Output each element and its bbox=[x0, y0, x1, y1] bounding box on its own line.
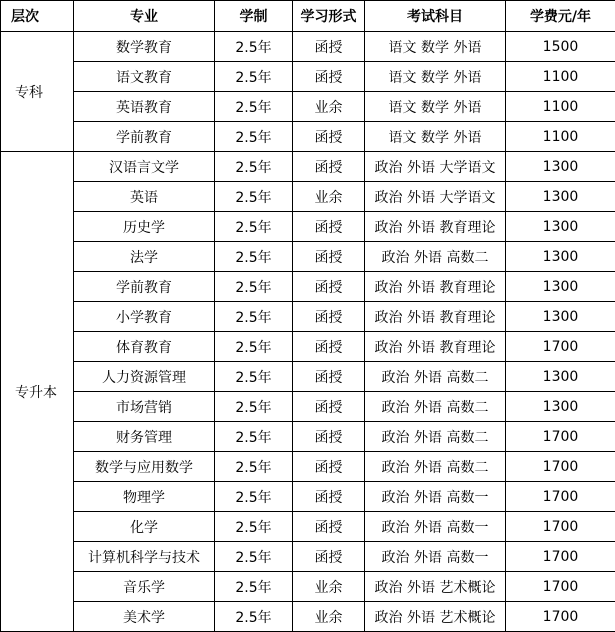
exam-subjects-cell: 政治 外语 艺术概论 bbox=[365, 572, 506, 602]
exam-subjects-cell: 政治 外语 教育理论 bbox=[365, 272, 506, 302]
table-row bbox=[1, 182, 615, 212]
table-row bbox=[1, 242, 615, 272]
table-row bbox=[1, 422, 615, 452]
major-cell: 汉语言文学 bbox=[74, 152, 215, 182]
tuition-cell: 1300 bbox=[506, 302, 615, 332]
study-mode-cell: 函授 bbox=[293, 32, 365, 62]
major-cell: 市场营销 bbox=[74, 392, 215, 422]
level-cell: 专科 bbox=[1, 32, 74, 152]
duration-cell: 2.5年 bbox=[215, 362, 293, 392]
table-row bbox=[1, 542, 615, 572]
major-cell: 历史学 bbox=[74, 212, 215, 242]
duration-cell: 2.5年 bbox=[215, 92, 293, 122]
duration-cell: 2.5年 bbox=[215, 452, 293, 482]
exam-subjects-cell: 政治 外语 教育理论 bbox=[365, 302, 506, 332]
major-cell: 语文教育 bbox=[74, 62, 215, 92]
study-mode-cell: 函授 bbox=[293, 122, 365, 152]
study-mode-cell: 函授 bbox=[293, 392, 365, 422]
tuition-cell: 1700 bbox=[506, 602, 615, 632]
duration-cell: 2.5年 bbox=[215, 272, 293, 302]
table-body bbox=[1, 32, 615, 632]
study-mode-cell: 函授 bbox=[293, 362, 365, 392]
major-cell: 计算机科学与技术 bbox=[74, 542, 215, 572]
table-row bbox=[1, 212, 615, 242]
level-cell: 专升本 bbox=[1, 152, 74, 632]
table-row bbox=[1, 452, 615, 482]
duration-cell: 2.5年 bbox=[215, 32, 293, 62]
study-mode-cell: 函授 bbox=[293, 212, 365, 242]
header-study-mode: 学习形式 bbox=[293, 1, 365, 32]
exam-subjects-cell: 语文 数学 外语 bbox=[365, 122, 506, 152]
exam-subjects-cell: 政治 外语 艺术概论 bbox=[365, 602, 506, 632]
header-level: 层次 bbox=[1, 1, 74, 32]
tuition-cell: 1300 bbox=[506, 242, 615, 272]
duration-cell: 2.5年 bbox=[215, 602, 293, 632]
major-cell: 英语教育 bbox=[74, 92, 215, 122]
duration-cell: 2.5年 bbox=[215, 212, 293, 242]
exam-subjects-cell: 语文 数学 外语 bbox=[365, 32, 506, 62]
exam-subjects-cell: 政治 外语 高数二 bbox=[365, 242, 506, 272]
study-mode-cell: 函授 bbox=[293, 452, 365, 482]
major-cell: 学前教育 bbox=[74, 272, 215, 302]
header-tuition: 学费元/年 bbox=[506, 1, 615, 32]
header-duration: 学制 bbox=[215, 1, 293, 32]
duration-cell: 2.5年 bbox=[215, 332, 293, 362]
tuition-cell: 1700 bbox=[506, 572, 615, 602]
tuition-cell: 1700 bbox=[506, 512, 615, 542]
duration-cell: 2.5年 bbox=[215, 122, 293, 152]
study-mode-cell: 函授 bbox=[293, 62, 365, 92]
table-row bbox=[1, 272, 615, 302]
study-mode-cell: 函授 bbox=[293, 482, 365, 512]
table-row bbox=[1, 602, 615, 632]
exam-subjects-cell: 语文 数学 外语 bbox=[365, 92, 506, 122]
duration-cell: 2.5年 bbox=[215, 392, 293, 422]
major-cell: 财务管理 bbox=[74, 422, 215, 452]
tuition-cell: 1700 bbox=[506, 542, 615, 572]
table-row bbox=[1, 92, 615, 122]
duration-cell: 2.5年 bbox=[215, 482, 293, 512]
exam-subjects-cell: 政治 外语 大学语文 bbox=[365, 182, 506, 212]
exam-subjects-cell: 政治 外语 高数二 bbox=[365, 422, 506, 452]
duration-cell: 2.5年 bbox=[215, 542, 293, 572]
table-row bbox=[1, 482, 615, 512]
tuition-cell: 1100 bbox=[506, 62, 615, 92]
study-mode-cell: 函授 bbox=[293, 152, 365, 182]
header-exam-subjects: 考试科目 bbox=[365, 1, 506, 32]
major-cell: 法学 bbox=[74, 242, 215, 272]
duration-cell: 2.5年 bbox=[215, 242, 293, 272]
major-cell: 音乐学 bbox=[74, 572, 215, 602]
exam-subjects-cell: 政治 外语 高数二 bbox=[365, 392, 506, 422]
header-major: 专业 bbox=[74, 1, 215, 32]
study-mode-cell: 业余 bbox=[293, 92, 365, 122]
table-row bbox=[1, 122, 615, 152]
tuition-cell: 1300 bbox=[506, 182, 615, 212]
exam-subjects-cell: 政治 外语 高数二 bbox=[365, 362, 506, 392]
major-cell: 数学教育 bbox=[74, 32, 215, 62]
duration-cell: 2.5年 bbox=[215, 152, 293, 182]
tuition-cell: 1700 bbox=[506, 482, 615, 512]
tuition-cell: 1300 bbox=[506, 152, 615, 182]
exam-subjects-cell: 政治 外语 大学语文 bbox=[365, 152, 506, 182]
exam-subjects-cell: 语文 数学 外语 bbox=[365, 62, 506, 92]
exam-subjects-cell: 政治 外语 教育理论 bbox=[365, 332, 506, 362]
duration-cell: 2.5年 bbox=[215, 182, 293, 212]
study-mode-cell: 函授 bbox=[293, 332, 365, 362]
header-row bbox=[1, 1, 615, 32]
tuition-cell: 1300 bbox=[506, 272, 615, 302]
study-mode-cell: 业余 bbox=[293, 602, 365, 632]
tuition-cell: 1700 bbox=[506, 452, 615, 482]
duration-cell: 2.5年 bbox=[215, 512, 293, 542]
major-cell: 化学 bbox=[74, 512, 215, 542]
table-row bbox=[1, 152, 615, 182]
table-row bbox=[1, 392, 615, 422]
table-row bbox=[1, 362, 615, 392]
study-mode-cell: 函授 bbox=[293, 542, 365, 572]
study-mode-cell: 函授 bbox=[293, 422, 365, 452]
table-row bbox=[1, 62, 615, 92]
tuition-cell: 1100 bbox=[506, 92, 615, 122]
exam-subjects-cell: 政治 外语 高数一 bbox=[365, 482, 506, 512]
major-cell: 人力资源管理 bbox=[74, 362, 215, 392]
exam-subjects-cell: 政治 外语 高数一 bbox=[365, 542, 506, 572]
study-mode-cell: 函授 bbox=[293, 512, 365, 542]
major-cell: 体育教育 bbox=[74, 332, 215, 362]
duration-cell: 2.5年 bbox=[215, 302, 293, 332]
major-cell: 小学教育 bbox=[74, 302, 215, 332]
study-mode-cell: 函授 bbox=[293, 272, 365, 302]
table-row bbox=[1, 32, 615, 62]
tuition-cell: 1700 bbox=[506, 332, 615, 362]
duration-cell: 2.5年 bbox=[215, 422, 293, 452]
tuition-cell: 1500 bbox=[506, 32, 615, 62]
exam-subjects-cell: 政治 外语 高数二 bbox=[365, 452, 506, 482]
major-cell: 英语 bbox=[74, 182, 215, 212]
study-mode-cell: 函授 bbox=[293, 302, 365, 332]
major-cell: 美术学 bbox=[74, 602, 215, 632]
table-header bbox=[1, 1, 615, 32]
exam-subjects-cell: 政治 外语 教育理论 bbox=[365, 212, 506, 242]
study-mode-cell: 业余 bbox=[293, 182, 365, 212]
major-cell: 学前教育 bbox=[74, 122, 215, 152]
table-row bbox=[1, 572, 615, 602]
study-mode-cell: 函授 bbox=[293, 242, 365, 272]
duration-cell: 2.5年 bbox=[215, 572, 293, 602]
exam-subjects-cell: 政治 外语 高数一 bbox=[365, 512, 506, 542]
major-cell: 物理学 bbox=[74, 482, 215, 512]
tuition-cell: 1700 bbox=[506, 422, 615, 452]
tuition-cell: 1300 bbox=[506, 392, 615, 422]
tuition-cell: 1300 bbox=[506, 362, 615, 392]
table-row bbox=[1, 302, 615, 332]
tuition-cell: 1300 bbox=[506, 212, 615, 242]
study-mode-cell: 业余 bbox=[293, 572, 365, 602]
major-cell: 数学与应用数学 bbox=[74, 452, 215, 482]
table-row bbox=[1, 512, 615, 542]
tuition-cell: 1100 bbox=[506, 122, 615, 152]
duration-cell: 2.5年 bbox=[215, 62, 293, 92]
table-row bbox=[1, 332, 615, 362]
